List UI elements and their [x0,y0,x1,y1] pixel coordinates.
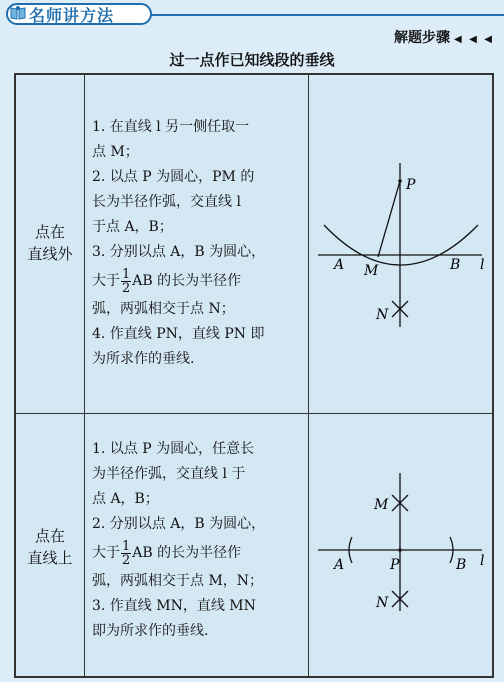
step-line: 于点 A，B； [92,219,173,235]
steps-label-text: 解题步骤 [393,30,450,46]
fraction [121,268,131,295]
step-text: AB 的长为半径作 [132,545,242,561]
label-M: M [374,497,389,513]
category-line: 点在 [34,223,65,241]
row-category [16,525,84,569]
step-line: 1. 以点 P 为圆心，任意长 [92,441,255,457]
fraction-numerator: 1 [122,266,131,282]
step-line-fraction [92,265,306,297]
construction-figure-on-line [310,415,492,677]
row-category [16,221,84,265]
step-line: 2. 分别以点 A，B 为圆心， [92,516,266,532]
fraction [121,540,131,567]
label-l: l [480,553,485,569]
step-line: 弧，两弧相交于点 M，N； [92,573,264,589]
banner-rule [150,14,504,16]
segment-PM [378,181,400,257]
construction-figure-outside [310,75,492,413]
step-line: 点 A，B； [92,491,159,507]
category-line: 直线外 [27,245,73,263]
label-B: B [456,557,467,573]
category-line: 点在 [34,527,65,545]
section-banner [0,0,504,26]
step-line: 为半径作弧，交直线 l 于 [92,466,246,482]
label-P: P [390,557,400,573]
label-A: A [334,557,345,573]
step-line: 3. 分别以点 A，B 为圆心， [92,244,266,260]
column-divider [84,75,85,676]
category-line: 直线上 [27,549,73,567]
label-M: M [364,263,379,279]
label-l: l [480,257,485,273]
fraction-numerator: 1 [122,538,131,554]
step-text: AB 的长为半径作 [132,273,242,289]
method-table [14,73,494,678]
steps-label [394,27,494,47]
fraction-denominator: 2 [122,280,131,296]
step-line: 即为所求作的垂线. [92,623,209,639]
step-line: 1. 在直线 l 另一侧任取一 [92,119,250,135]
label-A: A [334,257,345,273]
step-text: 大于 [92,545,120,561]
step-line: 为所求作的垂线. [92,351,195,367]
step-line: 3. 作直线 MN，直线 MN [92,598,256,614]
point-P [398,548,402,552]
step-line: 弧，两弧相交于点 N； [92,301,235,317]
step-line: 点 M； [92,144,139,160]
steps-text [92,115,306,372]
step-line-fraction [92,537,306,569]
step-text: 大于 [92,273,120,289]
point-P [398,179,402,183]
book-icon [10,5,26,21]
steps-text [92,437,306,644]
fraction-denominator: 2 [122,552,131,568]
label-N: N [376,307,389,323]
step-line: 4. 作直线 PN，直线 PN 即 [92,326,265,342]
label-N: N [376,595,389,611]
step-line: 2. 以点 P 为圆心，PM 的 [92,169,255,185]
label-P: P [406,177,416,193]
label-B: B [450,257,461,273]
row-divider [16,413,492,414]
column-divider [308,75,309,676]
triple-arrow-icon: ◀ ◀ ◀ [453,34,494,45]
page-title: 过一点作已知线段的垂线 [169,51,335,69]
step-line: 长为半径作弧，交直线 l [92,194,241,210]
banner-title: 名师讲方法 [29,6,115,25]
